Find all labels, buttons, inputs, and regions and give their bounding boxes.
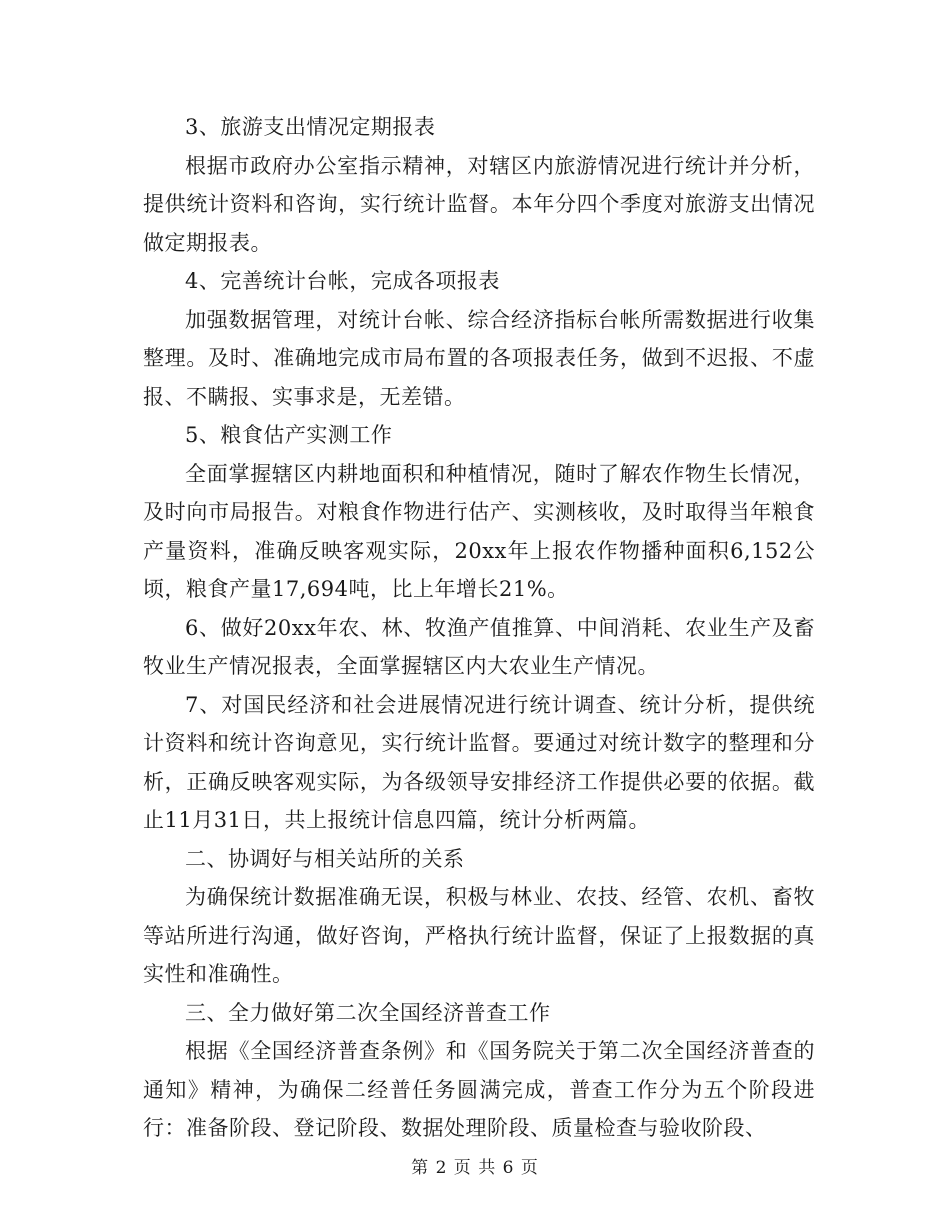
heading-tourism-report: 3、旅游支出情况定期报表 [185, 115, 436, 139]
paragraph-statistics-ledger: 加强数据管理，对统计台帐、综合经济指标台帐所需数据进行收集整理。及时、准确地完成市局布置的各项报表任务，做到不迟报、不虚报、不瞒报、实事求是，无差错。 [143, 307, 815, 409]
paragraph-economic-survey: 7、对国民经济和社会进展情况进行统计调查、统计分析，提供统计资料和统计咨询意见，实行统计监督。要通过对统计数字的整理和分析，正确反映客观实际，为各级领导安排经济工作提供必要的依据。截止11月31日，共上报统计信息四篇，统计分析两篇。 [143, 692, 815, 832]
paragraph-grain-estimate: 全面掌握辖区内耕地面积和种植情况，随时了解农作物生长情况，及时向市局报告。对粮食作物进行估产、实测核收，及时取得当年粮食产量资料，准确反映客观实际，20xx年上报农作物播种面积6,152公顷，粮食产量17,694吨，比上年增长21%。 [143, 461, 815, 601]
heading-coordination: 二、协调好与相关站所的关系 [185, 846, 465, 871]
document-body [143, 108, 815, 1148]
page-number-footer: 第 2 页 共 6 页 [411, 1158, 539, 1178]
paragraph-economic-census: 根据《全国经济普查条例》和《国务院关于第二次全国经济普查的通知》精神，为确保二经普任务圆满完成，普查工作分为五个阶段进行：准备阶段、登记阶段、数据处理阶段、质量检查与验收阶段、 [143, 1039, 815, 1140]
paragraph-agri-output: 6、做好20xx年农、林、牧渔产值推算、中间消耗、农业生产及畜牧业生产情况报表，全面掌握辖区内大农业生产情况。 [143, 615, 815, 678]
paragraph-coordination: 为确保统计数据准确无误，积极与林业、农技、经管、农机、畜牧等站所进行沟通，做好咨询，严格执行统计监督，保证了上报数据的真实性和准确性。 [143, 885, 815, 986]
heading-grain-estimate: 5、粮食估产实测工作 [185, 423, 393, 447]
paragraph-tourism-report: 根据市政府办公室指示精神，对辖区内旅游情况进行统计并分析，提供统计资料和咨询，实行统计监督。本年分四个季度对旅游支出情况做定期报表。 [143, 153, 815, 255]
heading-statistics-ledger: 4、完善统计台帐，完成各项报表 [185, 269, 500, 293]
heading-economic-census: 三、全力做好第二次全国经济普查工作 [185, 1000, 551, 1025]
